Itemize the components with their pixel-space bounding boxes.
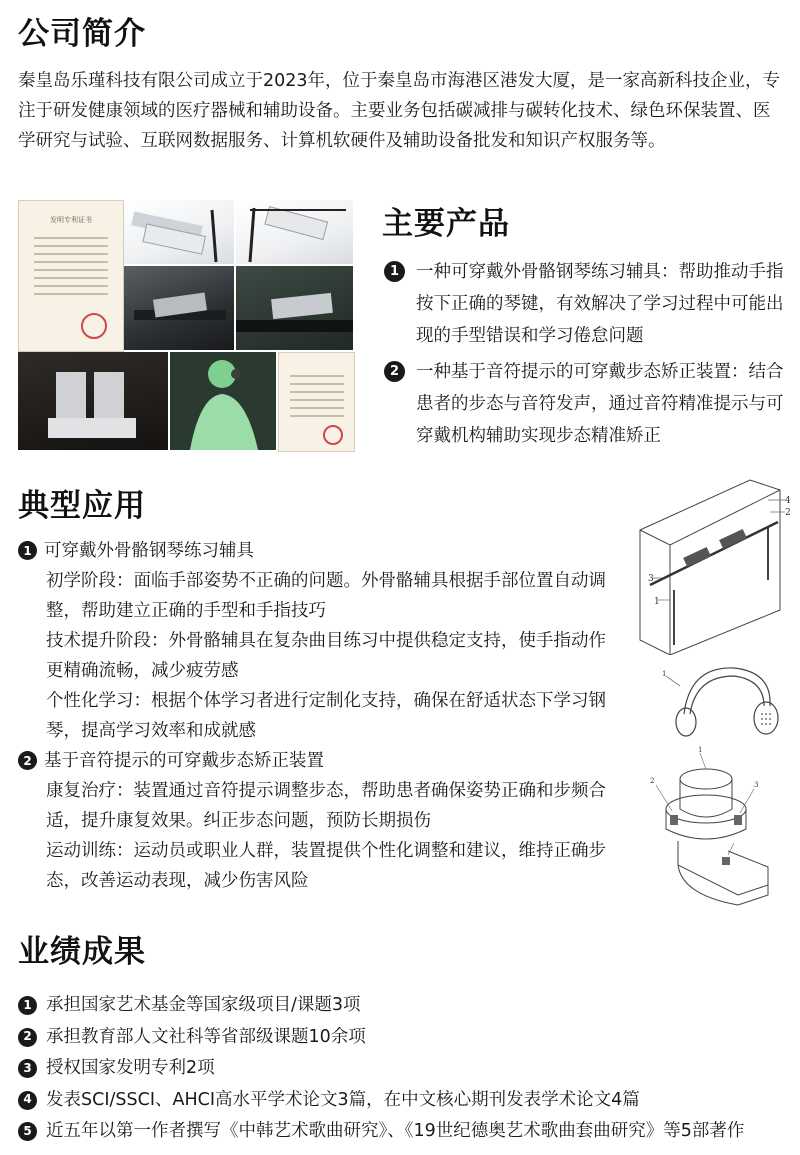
number-badge: 4 bbox=[18, 1091, 37, 1110]
product-item bbox=[382, 256, 792, 352]
diagram-label: 4 bbox=[785, 496, 791, 506]
application-line: 技术提升阶段：外骨骼辅具在复杂曲目练习中提供稳定支持，使手指动作更精确流畅，减少疲劳感 bbox=[46, 631, 606, 681]
diagram-label: 1 bbox=[654, 597, 660, 607]
product-text: 一种可穿戴外骨骼钢琴练习辅具：帮助推动手指按下正确的琴键，有效解决了学习过程中可能出现的手型错误和学习倦怠问题 bbox=[416, 262, 784, 346]
patent-certificate-image bbox=[18, 200, 124, 352]
application-line: 初学阶段：面临手部姿势不正确的问题。外骨骼辅具根据手部位置自动调整，帮助建立正确的手型和手指技巧 bbox=[46, 571, 606, 621]
diagram-label: 1 bbox=[662, 670, 667, 678]
achievement-item: 5 近五年以第一作者撰写《中韩艺术歌曲研究》、《19世纪德奥艺术歌曲套曲研究》等5部著作 bbox=[18, 1116, 798, 1148]
seal-icon bbox=[81, 313, 107, 339]
number-badge: 1 bbox=[384, 261, 405, 282]
application-title: 1 可穿戴外骨骼钢琴练习辅具 bbox=[18, 536, 618, 566]
exoskeleton-render-image bbox=[124, 200, 234, 264]
diagram-label: 3 bbox=[648, 574, 654, 584]
patent-certificate-image bbox=[278, 352, 355, 452]
gait-device-diagram bbox=[642, 745, 782, 910]
diagram-label: 2 bbox=[785, 508, 791, 518]
achievement-item: 4 发表SCI/SSCI、AHCI高水平学术论文3篇，在中文核心期刊发表学术论文4篇 bbox=[18, 1085, 798, 1117]
achievement-item: 2 承担教育部人文社科等省部级课题10余项 bbox=[18, 1022, 798, 1054]
products-list bbox=[382, 256, 792, 456]
section-heading-products: 主要产品 bbox=[382, 206, 510, 242]
application-title: 2 基于音符提示的可穿戴步态矫正装置 bbox=[18, 746, 618, 776]
piano-exoskeleton-diagram bbox=[630, 470, 795, 655]
product-image-collage bbox=[18, 200, 353, 450]
exoskeleton-photo-image bbox=[236, 266, 353, 350]
section-heading-applications: 典型应用 bbox=[18, 488, 146, 524]
number-badge: 1 bbox=[18, 541, 37, 560]
achievement-item: 1 承担国家艺术基金等国家级项目/课题3项 bbox=[18, 990, 798, 1022]
gait-device-figure-image bbox=[170, 352, 276, 450]
section-heading-company: 公司简介 bbox=[18, 16, 146, 52]
number-badge: 3 bbox=[18, 1059, 37, 1078]
gait-device-boot-image bbox=[18, 352, 168, 450]
diagram-label: 1 bbox=[698, 746, 703, 754]
certificate-title: 发明专利证书 bbox=[50, 216, 92, 224]
exoskeleton-photo-image bbox=[124, 266, 234, 350]
number-badge: 1 bbox=[18, 996, 37, 1015]
number-badge: 2 bbox=[384, 361, 405, 382]
product-text: 一种基于音符提示的可穿戴步态矫正装置：结合患者的步态与音符发声，通过音符精准提示与可穿戴机构辅助实现步态精准矫正 bbox=[416, 362, 784, 446]
seal-icon bbox=[323, 425, 343, 445]
exoskeleton-render-image bbox=[236, 200, 353, 264]
headphones-diagram bbox=[660, 660, 780, 740]
product-item bbox=[382, 356, 792, 452]
company-intro: 秦皇岛乐瑾科技有限公司成立于2023年，位于秦皇岛市海港区港发大厦，是一家高新科技企业，专注于研发健康领域的医疗器械和辅助设备。主要业务包括碳减排与碳转化技术、绿色环保装置、医学研究与试验、互联网数据服务、计算机软硬件及辅助设备批发和知识产权服务等。 bbox=[18, 71, 781, 151]
application-line: 康复治疗：装置通过音符提示调整步态，帮助患者确保姿势正确和步频合适，提升康复效果。纠正步态问题，预防长期损伤 bbox=[46, 781, 606, 831]
number-badge: 2 bbox=[18, 1028, 37, 1047]
application-line: 运动训练：运动员或职业人群，装置提供个性化调整和建议，维持正确步态，改善运动表现，减少伤害风险 bbox=[46, 841, 606, 891]
number-badge: 2 bbox=[18, 751, 37, 770]
application-line: 个性化学习：根据个体学习者进行定制化支持，确保在舒适状态下学习钢琴，提高学习效率和成就感 bbox=[46, 691, 606, 741]
diagram-label: 2 bbox=[650, 777, 655, 785]
diagram-label: 3 bbox=[754, 781, 759, 789]
applications-list bbox=[18, 536, 618, 896]
number-badge: 5 bbox=[18, 1122, 37, 1141]
achievements-list bbox=[18, 990, 798, 1148]
section-heading-achievements: 业绩成果 bbox=[18, 934, 146, 970]
achievement-item: 3 授权国家发明专利2项 bbox=[18, 1053, 798, 1085]
